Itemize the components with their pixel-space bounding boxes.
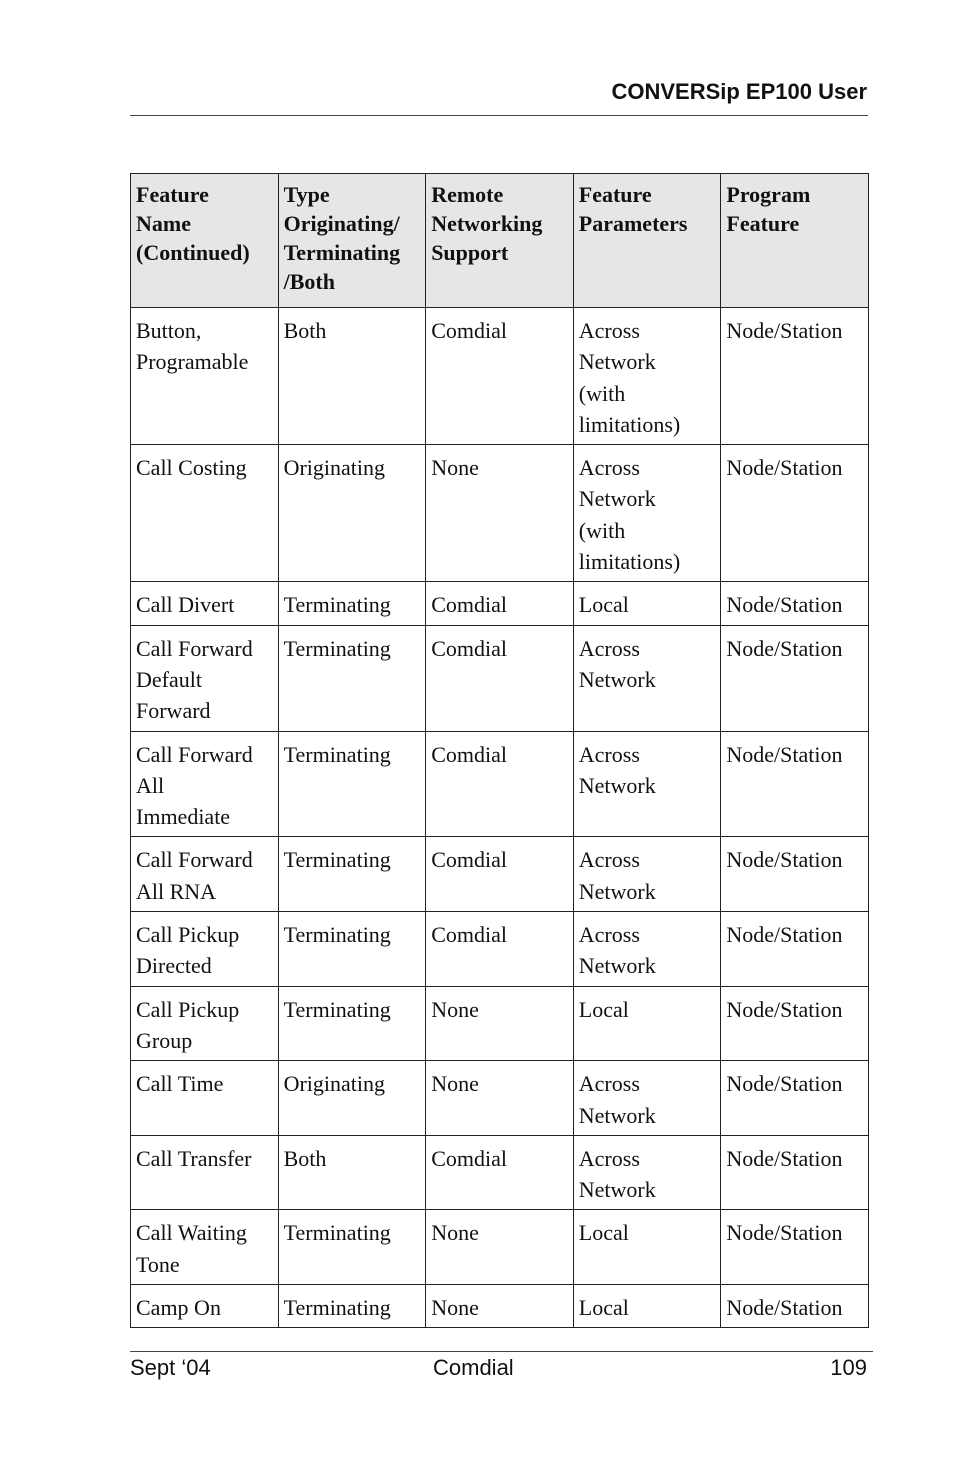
cell-type: Terminating (278, 731, 426, 837)
column-header-program-feature: Program Feature (721, 174, 869, 308)
cell-remote-networking: Comdial (426, 912, 574, 987)
cell-remote-networking: None (426, 445, 574, 582)
cell-feature-parameters: Across Network (573, 731, 721, 837)
cell-feature-parameters: Across Network (with limitations) (573, 308, 721, 445)
cell-program-feature: Node/Station (721, 308, 869, 445)
column-header-feature-parameters: Feature Parameters (573, 174, 721, 308)
cell-program-feature: Node/Station (721, 1210, 869, 1285)
feature-table (130, 173, 869, 1328)
cell-feature-name: Call Transfer (131, 1135, 279, 1210)
running-header: CONVERSip EP100 User (611, 79, 867, 104)
cell-feature-parameters: Local (573, 582, 721, 625)
cell-remote-networking: None (426, 986, 574, 1061)
table-row (131, 1135, 869, 1210)
footer-company: Comdial (433, 1355, 514, 1380)
cell-feature-name: Call Forward Default Forward (131, 625, 279, 731)
cell-type: Terminating (278, 582, 426, 625)
table-row (131, 1061, 869, 1136)
footer-date: Sept ‘04 (130, 1355, 211, 1380)
column-header-type: Type Originating/ Terminating /Both (278, 174, 426, 308)
cell-remote-networking: Comdial (426, 1135, 574, 1210)
cell-feature-parameters: Across Network (with limitations) (573, 445, 721, 582)
table-row (131, 837, 869, 912)
cell-feature-name: Call Divert (131, 582, 279, 625)
footer-divider (130, 1351, 873, 1352)
cell-feature-name: Call Waiting Tone (131, 1210, 279, 1285)
table-row (131, 986, 869, 1061)
table-row (131, 625, 869, 731)
cell-remote-networking: Comdial (426, 837, 574, 912)
cell-feature-parameters: Across Network (573, 912, 721, 987)
cell-program-feature: Node/Station (721, 1135, 869, 1210)
cell-feature-name: Call Forward All RNA (131, 837, 279, 912)
cell-program-feature: Node/Station (721, 1061, 869, 1136)
cell-feature-name: Call Pickup Directed (131, 912, 279, 987)
cell-remote-networking: Comdial (426, 731, 574, 837)
cell-type: Terminating (278, 986, 426, 1061)
table-row (131, 912, 869, 987)
table-body (131, 308, 869, 1328)
cell-remote-networking: Comdial (426, 308, 574, 445)
table-row (131, 1285, 869, 1328)
table-row (131, 445, 869, 582)
cell-feature-name: Call Pickup Group (131, 986, 279, 1061)
cell-type: Terminating (278, 837, 426, 912)
cell-program-feature: Node/Station (721, 731, 869, 837)
cell-feature-parameters: Local (573, 986, 721, 1061)
table-row (131, 731, 869, 837)
column-header-feature-name: Feature Name (Continued) (131, 174, 279, 308)
cell-remote-networking: None (426, 1061, 574, 1136)
cell-type: Originating (278, 445, 426, 582)
cell-type: Originating (278, 1061, 426, 1136)
cell-feature-parameters: Local (573, 1210, 721, 1285)
cell-feature-parameters: Local (573, 1285, 721, 1328)
cell-remote-networking: None (426, 1285, 574, 1328)
cell-feature-name: Camp On (131, 1285, 279, 1328)
cell-program-feature: Node/Station (721, 1285, 869, 1328)
column-header-remote-networking: Remote Networking Support (426, 174, 574, 308)
cell-program-feature: Node/Station (721, 582, 869, 625)
cell-type: Terminating (278, 625, 426, 731)
cell-type: Terminating (278, 1210, 426, 1285)
cell-program-feature: Node/Station (721, 912, 869, 987)
cell-feature-parameters: Across Network (573, 837, 721, 912)
header-divider (130, 115, 868, 116)
cell-feature-name: Button, Programable (131, 308, 279, 445)
table-row (131, 582, 869, 625)
cell-program-feature: Node/Station (721, 625, 869, 731)
cell-program-feature: Node/Station (721, 986, 869, 1061)
table-row (131, 308, 869, 445)
cell-feature-name: Call Costing (131, 445, 279, 582)
page-number: 109 (830, 1355, 867, 1380)
cell-remote-networking: Comdial (426, 625, 574, 731)
cell-feature-parameters: Across Network (573, 1061, 721, 1136)
table-row (131, 1210, 869, 1285)
cell-feature-parameters: Across Network (573, 1135, 721, 1210)
cell-feature-parameters: Across Network (573, 625, 721, 731)
cell-feature-name: Call Time (131, 1061, 279, 1136)
cell-remote-networking: Comdial (426, 582, 574, 625)
cell-type: Both (278, 308, 426, 445)
cell-feature-name: Call Forward All Immediate (131, 731, 279, 837)
table-header-row (131, 174, 869, 308)
cell-remote-networking: None (426, 1210, 574, 1285)
cell-type: Terminating (278, 912, 426, 987)
cell-program-feature: Node/Station (721, 445, 869, 582)
cell-program-feature: Node/Station (721, 837, 869, 912)
cell-type: Both (278, 1135, 426, 1210)
cell-type: Terminating (278, 1285, 426, 1328)
